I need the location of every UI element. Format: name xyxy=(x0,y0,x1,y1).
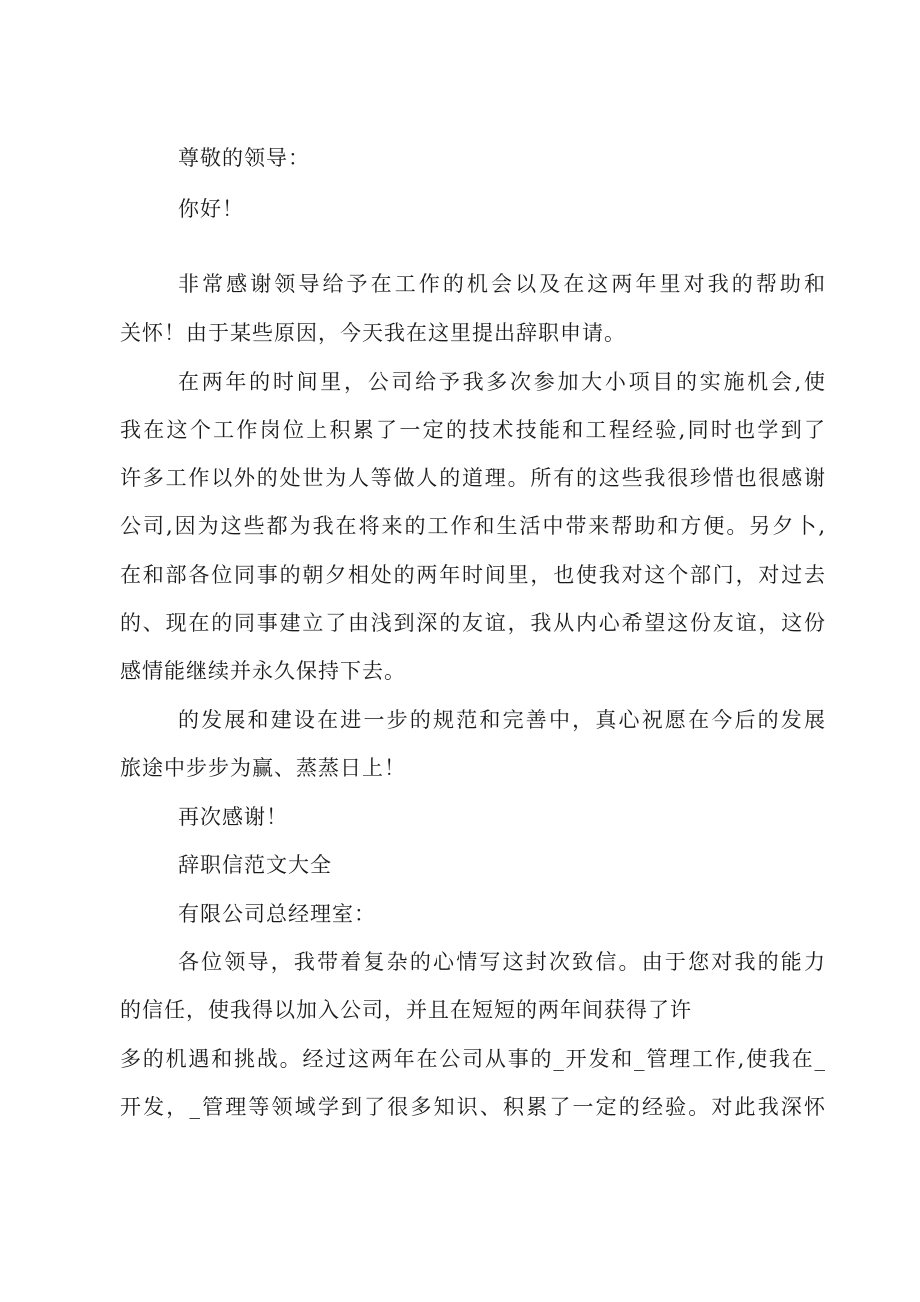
paragraph-line: 的发展和建设在进一步的规范和完善中，真心祝愿在今后的发展 xyxy=(178,708,826,732)
salutation: 尊敬的领导： xyxy=(178,146,310,170)
closing-thanks: 再次感谢！ xyxy=(178,805,288,829)
paragraph-line: 感情能继续并永久保持下去。 xyxy=(120,659,406,683)
paragraph-line: 非常感谢领导给予在工作的机会以及在这两年里对我的帮助和 xyxy=(178,272,826,296)
paragraph-line: 我在这个工作岗位上积累了一定的技术技能和工程经验,同时也学到了 xyxy=(120,418,826,442)
paragraph-line: 旅途中步步为赢、蒸蒸日上！ xyxy=(120,756,406,780)
paragraph-line: 关怀！由于某些原因，今天我在这里提出辞职申请。 xyxy=(120,321,626,345)
paragraph-line: 的、现在的同事建立了由浅到深的友谊，我从内心希望这份友谊，这份 xyxy=(120,611,826,635)
greeting: 你好！ xyxy=(178,197,244,221)
paragraph-line: 在和部各位同事的朝夕相处的两年时间里，也使我对这个部门，对过去 xyxy=(120,563,826,587)
paragraph-line: 在两年的时间里，公司给予我多次参加大小项目的实施机会,使 xyxy=(178,370,826,394)
paragraph-line: 各位领导，我带着复杂的心情写这封次致信。由于您对我的能力 xyxy=(178,950,826,974)
recipient-line: 有限公司总经理室： xyxy=(178,902,376,926)
paragraph-line: 开发，_管理等领域学到了很多知识、积累了一定的经验。对此我深怀 xyxy=(120,1095,826,1119)
paragraph-line: 公司,因为这些都为我在将来的工作和生活中带来帮助和方便。另夕卜, xyxy=(120,514,826,538)
paragraph-line: 的信任，使我得以加入公司，并且在短短的两年间获得了许 xyxy=(120,998,692,1022)
section-heading: 辞职信范文大全 xyxy=(178,853,332,877)
paragraph-line: 多的机遇和挑战。经过这两年在公司从事的_开发和_管理工作,使我在_ xyxy=(120,1047,826,1071)
paragraph-line: 许多工作以外的处世为人等做人的道理。所有的这些我很珍惜也很感谢 xyxy=(120,466,826,490)
